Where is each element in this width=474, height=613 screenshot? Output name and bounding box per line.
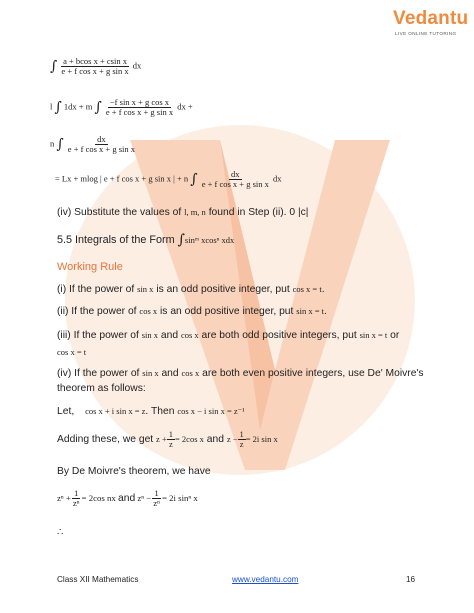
expression-tail: dx +: [177, 101, 193, 112]
equation-3: [50, 135, 137, 154]
text-run: .: [323, 306, 327, 317]
fraction-denominator: e + f cos x + g sin x: [105, 106, 174, 117]
fraction: [238, 430, 246, 449]
rule-iv-line-1: [57, 368, 424, 379]
therefore-symbol: ∴: [57, 527, 64, 538]
integral-sign: ∫: [190, 171, 198, 188]
integral-sign: ∫: [177, 232, 185, 248]
fraction: [167, 430, 175, 449]
rule-iii-line-2: cos x = t: [57, 347, 87, 357]
text-run: (iv) If the power of: [57, 368, 140, 379]
expression-part: = Lx + mlog | e + f cos x + g sin x | + n: [55, 173, 189, 184]
text-run: or: [390, 330, 400, 341]
fraction-numerator: a + bcos x + csin x: [63, 56, 127, 66]
rule-iv-line-2: theorem as follows:: [57, 383, 146, 394]
fraction-numerator: 1: [168, 429, 173, 439]
fraction-denominator: zⁿ: [153, 498, 160, 509]
integral-sign: ∫: [54, 99, 62, 116]
rule-i: [57, 284, 325, 295]
adding-line: [57, 430, 278, 449]
step-iv-line: [57, 207, 308, 218]
fraction: [71, 489, 82, 508]
differential: dx: [132, 60, 142, 71]
text-run: Adding these, we get: [57, 434, 154, 446]
nth-power-line: [57, 489, 198, 508]
integral-sign: ∫: [50, 58, 58, 75]
section-heading: [57, 232, 234, 248]
fraction-denominator: z: [168, 438, 173, 449]
fraction-denominator: e + f cos x + g sin x: [67, 143, 135, 154]
text-run: is an odd positive integer, put: [156, 284, 290, 295]
math-inline: z +: [156, 434, 167, 445]
text-run: Let,: [57, 406, 75, 417]
fraction-numerator: 1: [73, 488, 79, 498]
footer-website-link[interactable]: www.vedantu.com: [232, 575, 299, 584]
section-label: 5.5 Integrals of the Form: [57, 233, 175, 246]
math-inline: sin x: [141, 330, 159, 340]
math-inline: = 2cos x: [175, 434, 204, 445]
fraction: [66, 135, 137, 154]
text-run: . Then: [145, 406, 175, 417]
math-inline: l, m, n: [184, 207, 206, 217]
math-inline: sin x: [137, 284, 154, 294]
text-run: (i) If the power of: [57, 284, 135, 295]
fraction-denominator: e + f cos x + g sin x: [201, 178, 269, 189]
equation-4: [55, 170, 282, 189]
math-inline: cos x + i sin x = z: [85, 406, 146, 416]
working-rule-heading: Working Rule: [57, 261, 123, 273]
text-run: (iii) If the power of: [57, 330, 139, 341]
fraction-denominator: e + f cos x + g sin x: [61, 65, 129, 76]
math-inline: sinᵐ xcosⁿ xdx: [184, 234, 235, 245]
math-inline: zⁿ +: [57, 492, 71, 503]
logo-tagline: LIVE ONLINE TUTORING: [395, 31, 457, 36]
text-run: are both odd positive integers, put: [201, 330, 357, 341]
text-run: and: [160, 330, 179, 341]
text-run: and: [206, 434, 224, 446]
text-run: found in Step (ii). 0 |c|: [208, 207, 309, 218]
vedantu-logo: [393, 8, 469, 40]
math-inline: cos x − i sin x = z⁻¹: [177, 406, 245, 416]
fraction-numerator: 1: [239, 429, 244, 439]
fraction: [151, 489, 162, 508]
rule-ii: [57, 306, 327, 317]
math-inline: cos x: [180, 330, 199, 340]
math-inline: z −: [226, 434, 238, 445]
rule-iii-line-1: [57, 330, 399, 341]
fraction: [104, 98, 175, 117]
demoivre-line: By De Moivre's theorem, we have: [57, 466, 211, 477]
text-run: are both even positive integers, use De' Moivre's: [202, 368, 424, 379]
equation-2: [50, 98, 193, 117]
coefficient-l: l: [50, 101, 53, 112]
math-inline: = 2i sin x: [245, 434, 278, 445]
fraction-denominator: z: [239, 438, 244, 449]
expression-part: 1dx + m: [63, 101, 93, 112]
fraction: [59, 57, 130, 76]
math-inline: cos x: [181, 368, 200, 378]
integral-sign: ∫: [94, 99, 102, 116]
let-line: [57, 406, 245, 417]
differential: dx: [273, 173, 282, 184]
math-inline: cos x = t: [292, 284, 322, 294]
text-run: (iv) Substitute the values of: [57, 207, 182, 218]
math-inline: = 2cos nx: [81, 492, 116, 503]
integral-sign: ∫: [56, 136, 64, 153]
page-number: 16: [406, 575, 416, 584]
fraction-numerator: −f sin x + g cos x: [109, 97, 170, 107]
logo-wordmark: Vedantu: [393, 8, 469, 29]
math-inline: sin x: [142, 368, 159, 378]
text-run: and: [161, 368, 179, 379]
math-inline: sin x = t: [359, 330, 388, 340]
fraction-numerator: dx: [231, 169, 240, 179]
math-inline: sin x = t: [296, 306, 324, 316]
math-inline: cos x: [139, 306, 158, 316]
math-inline: zⁿ −: [137, 492, 152, 503]
fraction: [200, 170, 271, 189]
fraction-denominator: zⁿ: [72, 498, 80, 509]
coefficient-n: n: [50, 138, 55, 149]
text-run: is an odd positive integer, put: [160, 306, 294, 317]
math-inline: = 2i sinⁿ x: [161, 492, 198, 503]
fraction-numerator: 1: [154, 488, 159, 498]
equation-1: [50, 57, 141, 76]
text-run: and: [118, 492, 136, 504]
fraction-numerator: dx: [97, 134, 106, 144]
text-run: .: [321, 284, 325, 295]
footer-class-label: Class XII Mathematics: [57, 575, 139, 584]
text-run: (ii) If the power of: [57, 306, 137, 317]
